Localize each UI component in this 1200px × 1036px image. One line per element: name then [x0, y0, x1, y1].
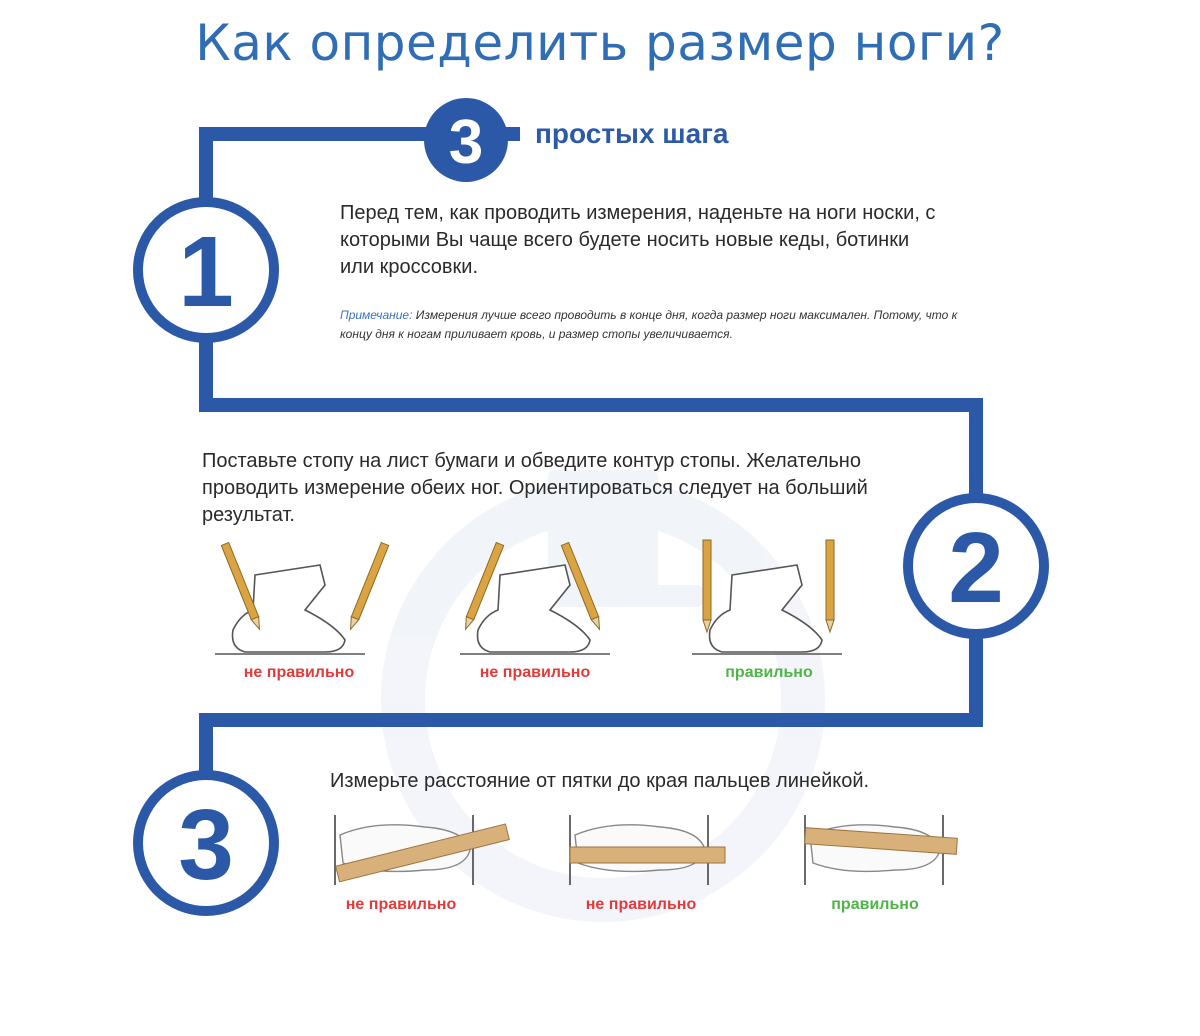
step-2-caption-2: не правильно	[479, 664, 591, 681]
note-label: Примечание:	[340, 308, 413, 322]
step-2-caption-3: правильно	[725, 664, 813, 681]
step-3-caption-3: правильно	[831, 896, 919, 913]
page-title: Как определить размер ноги?	[195, 14, 1005, 72]
step-number-3: 3	[178, 789, 234, 901]
foot-illustration-1	[215, 543, 389, 654]
step-1-text: Перед тем, как проводить измерения, наденьте на ноги носки, с которыми Вы чаще всего будете носить новые кеды, ботинки или кроссовки.	[340, 202, 936, 278]
header-subtitle: простых шага	[535, 118, 729, 149]
step-badge-3	[138, 775, 274, 911]
step-3-caption-2: не правильно	[585, 896, 697, 913]
header-badge	[424, 98, 508, 182]
step-1-note	[340, 306, 970, 344]
step-number-2: 2	[948, 512, 1004, 624]
header-count: 3	[448, 108, 484, 177]
step-3-caption-1: не правильно	[345, 896, 457, 913]
ruler-illustration-3	[805, 815, 958, 885]
step-badge-2	[908, 498, 1044, 634]
step-badge-1	[138, 202, 274, 338]
step-number-1: 1	[178, 216, 234, 328]
step-2-caption-1: не правильно	[243, 664, 355, 681]
step-3-text: Измерьте расстояние от пятки до края пальцев линейкой.	[330, 770, 870, 792]
note-text: Измерения лучше всего проводить в конце дня, когда размер ноги максимален. Потому, что к концу дня к ногам приливает кровь, и размер стопы увеличивается.	[340, 308, 958, 341]
step-2-text: Поставьте стопу на лист бумаги и обведите контур стопы. Желательно проводить измерение обеих ног. Ориентироваться следует на больший результат.	[202, 450, 868, 526]
